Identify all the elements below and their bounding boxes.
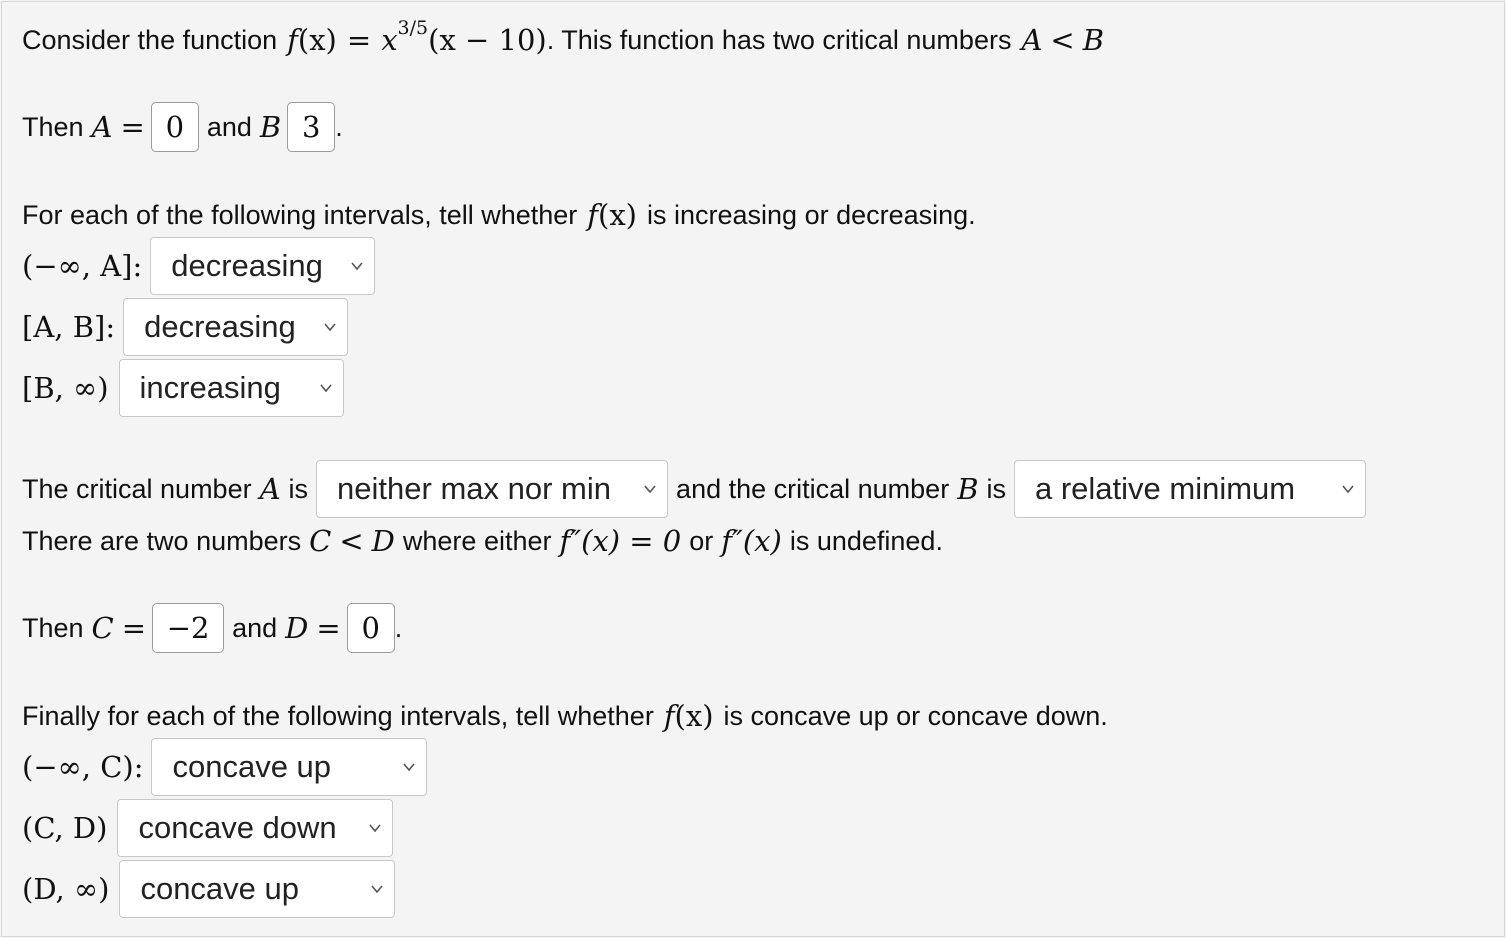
is-label: is [288,473,309,504]
math-lt: < [1050,23,1075,57]
math-A: A [91,110,113,144]
math-fpp-equation: f″(x) = 0 [559,524,682,558]
critical-B-select[interactable] [1014,460,1366,518]
monotonic-row [22,297,348,357]
monotonic-select-1[interactable] [150,237,375,295]
interval-label: [B, ∞) [22,371,109,405]
interval-label: (−∞, C): [22,750,144,784]
or-label: or [689,525,714,556]
monotonic-row [22,358,344,418]
math-paren-x: (x) [598,198,637,232]
inflection-values-row [22,598,402,658]
math-eq: = [346,23,372,57]
select-value: concave up [140,871,300,906]
math-eq: = [316,611,341,645]
math-A: A [259,472,281,506]
chevron-down-icon [323,322,337,332]
math-C: C [91,611,114,645]
period: . [335,111,343,142]
B-value-field[interactable]: 3 [287,102,335,152]
then-label: Then [22,612,84,643]
interval-label: (D, ∞) [22,872,110,906]
math-f: f [587,198,599,232]
math-B: B [1082,23,1105,57]
math-B: B [259,110,282,144]
problem-statement [22,10,1104,70]
select-value: concave up [172,749,332,784]
chevron-down-icon [643,484,657,494]
math-factor: (x − 10) [428,23,547,57]
prompt-suffix: is increasing or decreasing. [647,199,976,230]
concavity-select-2[interactable] [117,799,393,857]
math-C: C [309,524,332,558]
prompt-suffix: is concave up or concave down. [723,700,1108,731]
concavity-select-3[interactable] [119,860,395,918]
interval-label: (C, D) [22,811,108,845]
concavity-row [22,798,393,858]
D-value-field[interactable]: 0 [347,603,395,653]
select-value: neither max nor min [337,471,611,506]
concavity-row [22,859,395,919]
math-x: x [381,23,398,57]
chevron-down-icon [350,261,364,271]
monotonic-row [22,236,375,296]
monotonic-select-3[interactable] [119,359,344,417]
C-value-field[interactable]: −2 [152,603,224,653]
monotonic-select-2[interactable] [123,298,348,356]
classification-text-2: and the critical number [676,473,950,504]
A-value-field[interactable]: 0 [151,102,199,152]
math-eq: = [120,110,145,144]
chevron-down-icon [370,884,384,894]
and-label: and [206,111,252,142]
select-value: a relative minimum [1035,471,1296,506]
and-label: and [232,612,278,643]
concavity-row [22,737,427,797]
concavity-select-1[interactable] [151,738,427,796]
math-paren-x: (x) [674,699,714,733]
select-value: decreasing [144,309,296,344]
chevron-down-icon [1341,484,1355,494]
prompt-prefix: For each of the following intervals, tell whether [22,199,578,230]
period: . [394,612,403,643]
select-value: increasing [139,370,281,405]
chevron-down-icon [402,762,416,772]
then-label: Then [22,111,84,142]
statement-suffix: . This function has two critical numbers [546,24,1012,55]
math-f: f [663,699,675,733]
chevron-down-icon [368,823,382,833]
inflection-text-3: is undefined. [789,525,943,556]
math-A: A [1021,23,1043,57]
math-exponent: 3/5 [397,17,429,39]
critical-values-row [22,97,343,157]
math-paren-x: (x) [297,23,337,57]
math-f: f [287,23,298,57]
prompt-prefix: Finally for each of the following intervals, tell whether [22,700,654,731]
select-value: decreasing [171,248,323,283]
math-B: B [957,472,979,506]
is-label: is [986,473,1006,504]
interval-label: [A, B]: [22,310,116,344]
math-lt: < [339,524,364,558]
chevron-down-icon [319,383,333,393]
statement-prefix: Consider the function [22,24,278,55]
math-fpp: f″(x) [721,524,782,558]
math-D: D [285,611,309,645]
classification-row [22,459,1366,519]
select-value: concave down [138,810,337,845]
question-panel [1,1,1505,937]
critical-A-select[interactable] [316,460,668,518]
math-eq: = [121,611,147,645]
interval-label: (−∞, A]: [22,249,143,283]
inflection-statement [22,511,943,571]
classification-text-1: The critical number [22,473,252,504]
math-D: D [371,524,395,558]
inflection-text-1: There are two numbers [22,525,302,556]
inflection-text-2: where either [402,525,552,556]
